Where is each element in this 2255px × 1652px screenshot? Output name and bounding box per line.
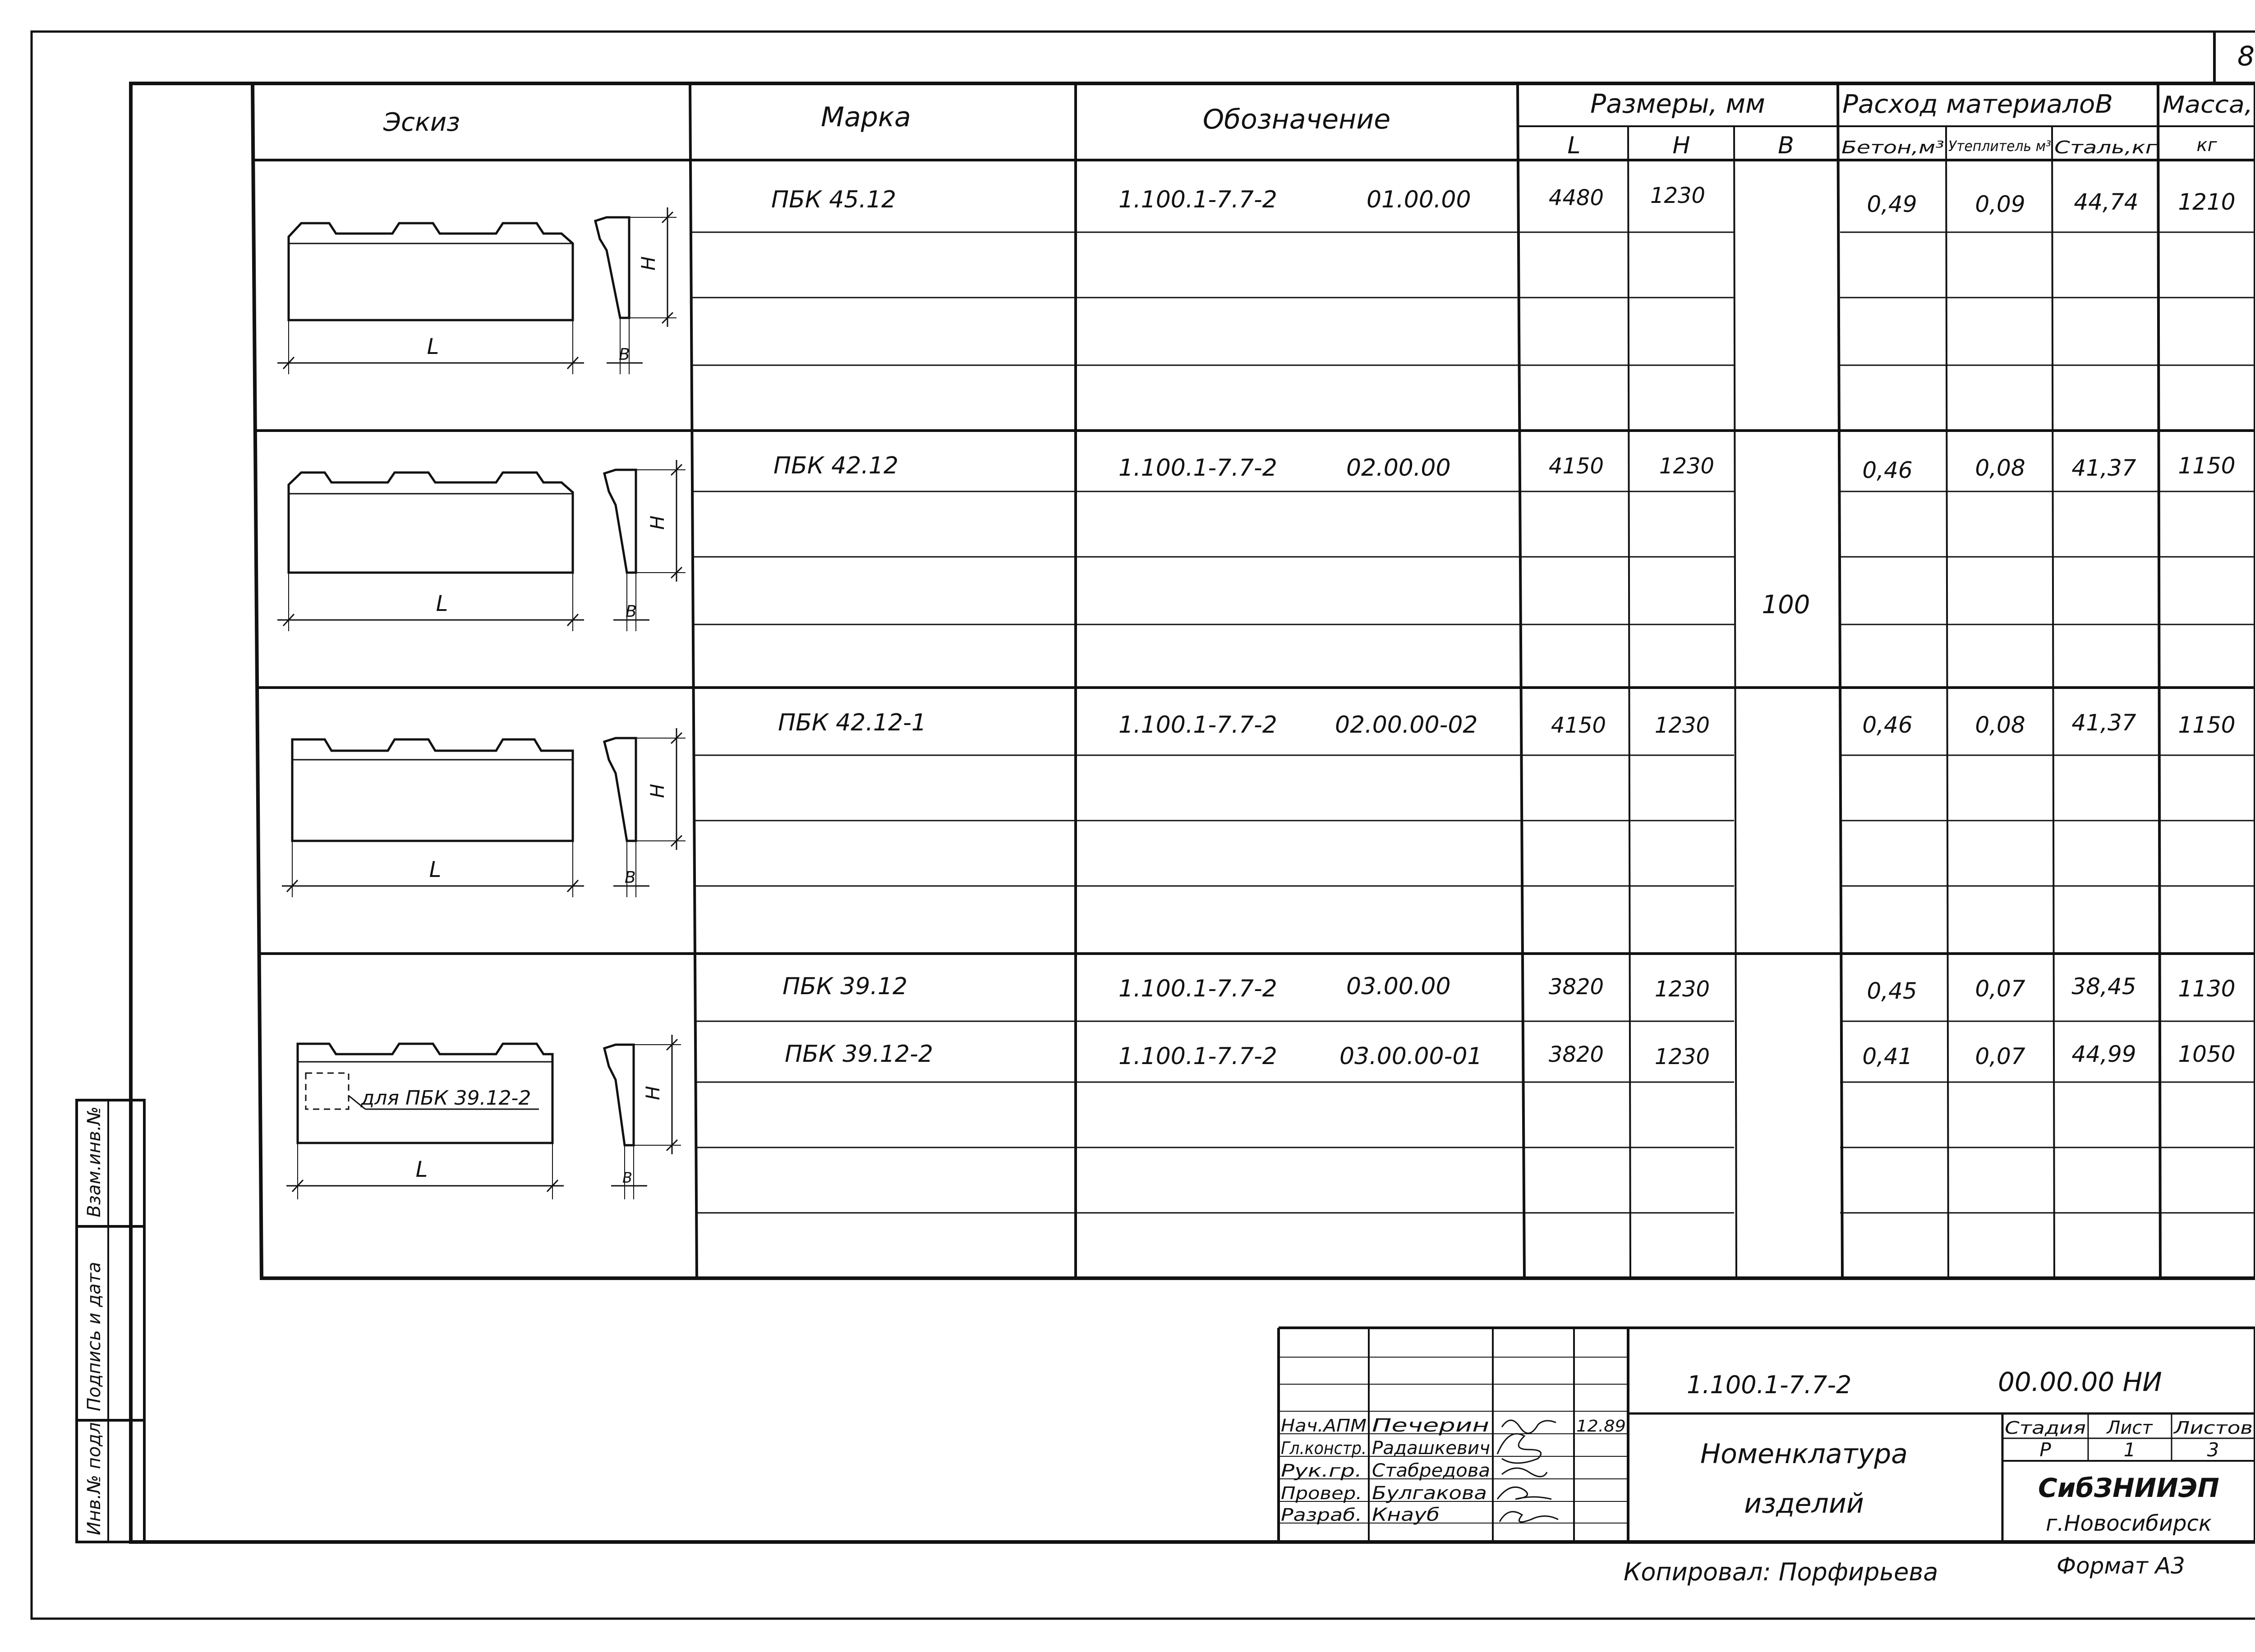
table-row: [771, 183, 2236, 217]
cell-l: 3820: [1548, 974, 1604, 1000]
header-dim-l: L: [1567, 132, 1581, 159]
person-name: Печерин: [1372, 1415, 1489, 1436]
cell-number: 02.00.00: [1346, 454, 1451, 482]
header-dim-h: H: [1672, 132, 1690, 159]
cell-mark: ПБК 42.12: [773, 452, 899, 479]
cell-steel: 38,45: [2071, 973, 2136, 1000]
cell-mass: 1130: [2178, 976, 2236, 1002]
sketch-label-l: L: [427, 334, 439, 359]
table-row: [782, 973, 2236, 1004]
cell-code: 1.100.1-7.7-2: [1118, 1043, 1277, 1070]
outer-frame: [32, 32, 2255, 1619]
header-steel: Сталь,кг: [2054, 138, 2158, 157]
header-designation: Обозначение: [1202, 104, 1391, 135]
title-org: СибЗНИИЭП: [2038, 1473, 2219, 1503]
title-doc-code: 1.100.1-7.7-2: [1687, 1371, 1852, 1399]
sketch-label-h: H: [646, 784, 668, 798]
sketch-label-b: B: [619, 345, 630, 364]
sketch-pbk-45-12: [277, 207, 676, 374]
cell-h: 1230: [1654, 1044, 1710, 1069]
cell-l: 3820: [1548, 1042, 1604, 1067]
person-name: Кнауб: [1372, 1505, 1440, 1525]
sketch-label-b: B: [622, 1169, 632, 1186]
header-mass-unit: кг: [2196, 135, 2217, 156]
title-doc-number: 00.00.00 НИ: [1998, 1367, 2162, 1397]
cell-mass: 1150: [2178, 712, 2236, 738]
cell-l: 4150: [1548, 454, 1604, 479]
header-dim-b: B: [1778, 132, 1794, 159]
header-mass: Масса,: [2163, 92, 2253, 119]
cell-concrete: 0,49: [1867, 191, 1917, 217]
cell-code: 1.100.1-7.7-2: [1118, 186, 1277, 213]
title-stage: Р: [2039, 1439, 2051, 1461]
table-row: [778, 709, 2236, 739]
cell-code: 1.100.1-7.7-2: [1118, 975, 1277, 1002]
person-name: Радашкевич: [1372, 1438, 1490, 1459]
cell-concrete: 0,45: [1867, 978, 1917, 1004]
cell-mark: ПБК 45.12: [771, 186, 897, 213]
cell-insulation: 0,07: [1975, 1043, 2025, 1069]
sketch-label-l: L: [415, 1157, 428, 1182]
cell-insulation: 0,07: [1975, 976, 2025, 1002]
title-sheet: 1: [2123, 1439, 2136, 1461]
sketch-label-l: L: [429, 857, 442, 882]
sketch-label-l: L: [436, 591, 448, 616]
shared-b-value: 100: [1762, 590, 1810, 620]
side-stamp-inv-original: Инв.№ подл.: [84, 1416, 105, 1535]
title-date: 12.89: [1576, 1417, 1626, 1436]
header-sketch: Эскиз: [383, 108, 460, 137]
person-name: Булгакова: [1372, 1483, 1487, 1504]
cell-mass: 1210: [2178, 189, 2236, 215]
cell-concrete: 0,46: [1862, 457, 1913, 483]
sketch-pbk-42-12: [277, 460, 686, 631]
person-role: Гл.констр.: [1281, 1438, 1367, 1458]
person-role: Нач.АПМ: [1281, 1416, 1367, 1436]
cell-number: 02.00.00-02: [1335, 711, 1478, 739]
header-dimensions: Размеры, мм: [1590, 88, 1765, 119]
header-concrete: Бетон,м³: [1841, 138, 1944, 157]
side-stamp-signature-date: Подпись и дата: [84, 1262, 105, 1411]
person-name: Стабредова: [1372, 1460, 1490, 1481]
footer-copied: Копировал: Порфирьева: [1624, 1558, 1938, 1586]
drawing-frame: [131, 83, 2255, 1542]
footer-format: Формат А3: [2057, 1553, 2185, 1579]
cell-mass: 1150: [2178, 453, 2236, 479]
sketch-label-h: H: [637, 256, 659, 271]
title-name-line1: Номенклатура: [1700, 1438, 1908, 1470]
title-stage-label: Стадия: [2005, 1418, 2086, 1438]
sketch-label-h: H: [646, 515, 668, 530]
title-city: г.Новосибирск: [2046, 1511, 2212, 1536]
header-mark: Марка: [821, 101, 911, 133]
cell-number: 03.00.00: [1346, 973, 1451, 1000]
title-sheet-label: Лист: [2107, 1418, 2153, 1438]
cell-h: 1230: [1650, 183, 1706, 208]
sketch-pbk-39-12: [286, 1035, 681, 1199]
cell-steel: 44,74: [2074, 189, 2139, 215]
cell-l: 4480: [1548, 185, 1604, 211]
sketch-label-h: H: [642, 1086, 664, 1100]
cell-mark: ПБК 39.12: [782, 973, 908, 1000]
cell-steel: 41,37: [2071, 455, 2136, 481]
cell-mass: 1050: [2178, 1041, 2236, 1067]
cell-insulation: 0,08: [1975, 712, 2025, 738]
cell-code: 1.100.1-7.7-2: [1118, 454, 1277, 482]
cell-number: 01.00.00: [1367, 186, 1471, 213]
cell-h: 1230: [1659, 454, 1715, 479]
cell-mark: ПБК 39.12-2: [785, 1041, 933, 1068]
cell-insulation: 0,09: [1975, 191, 2025, 217]
sheet-number-box: [2214, 32, 2255, 83]
sketch-label-b: B: [625, 868, 636, 887]
cell-concrete: 0,41: [1862, 1043, 1913, 1069]
cell-h: 1230: [1654, 713, 1710, 738]
table-row: [785, 1041, 2236, 1070]
title-sheets-label: Листов: [2172, 1418, 2253, 1438]
person-role: Разраб.: [1281, 1505, 1362, 1525]
cell-steel: 44,99: [2071, 1041, 2136, 1067]
cell-insulation: 0,08: [1975, 455, 2025, 481]
title-sheets: 3: [2207, 1439, 2219, 1461]
cell-l: 4150: [1551, 713, 1606, 738]
sheet-number: 8: [2237, 41, 2255, 72]
cell-code: 1.100.1-7.7-2: [1118, 711, 1277, 739]
title-people: [1281, 1415, 1490, 1525]
person-role: Рук.гр.: [1281, 1461, 1362, 1481]
cell-mark: ПБК 42.12-1: [778, 709, 926, 736]
table-row: [773, 452, 2236, 483]
cell-steel: 41,37: [2071, 710, 2136, 736]
person-role: Провер.: [1281, 1483, 1362, 1503]
header-materials: Расход материалоВ: [1842, 90, 2113, 119]
side-stamp: [77, 1100, 144, 1542]
header-insulation: Утеплитель м³: [1948, 138, 2051, 155]
cell-h: 1230: [1654, 977, 1710, 1002]
title-name-line2: изделий: [1744, 1488, 1864, 1519]
side-stamp-replace-inv: Взам.инв.№: [84, 1106, 105, 1217]
sketch-label-b: B: [626, 602, 637, 621]
sketch-note: для ПБК 39.12-2: [361, 1087, 531, 1110]
cell-concrete: 0,46: [1862, 712, 1913, 738]
cell-number: 03.00.00-01: [1339, 1043, 1482, 1070]
